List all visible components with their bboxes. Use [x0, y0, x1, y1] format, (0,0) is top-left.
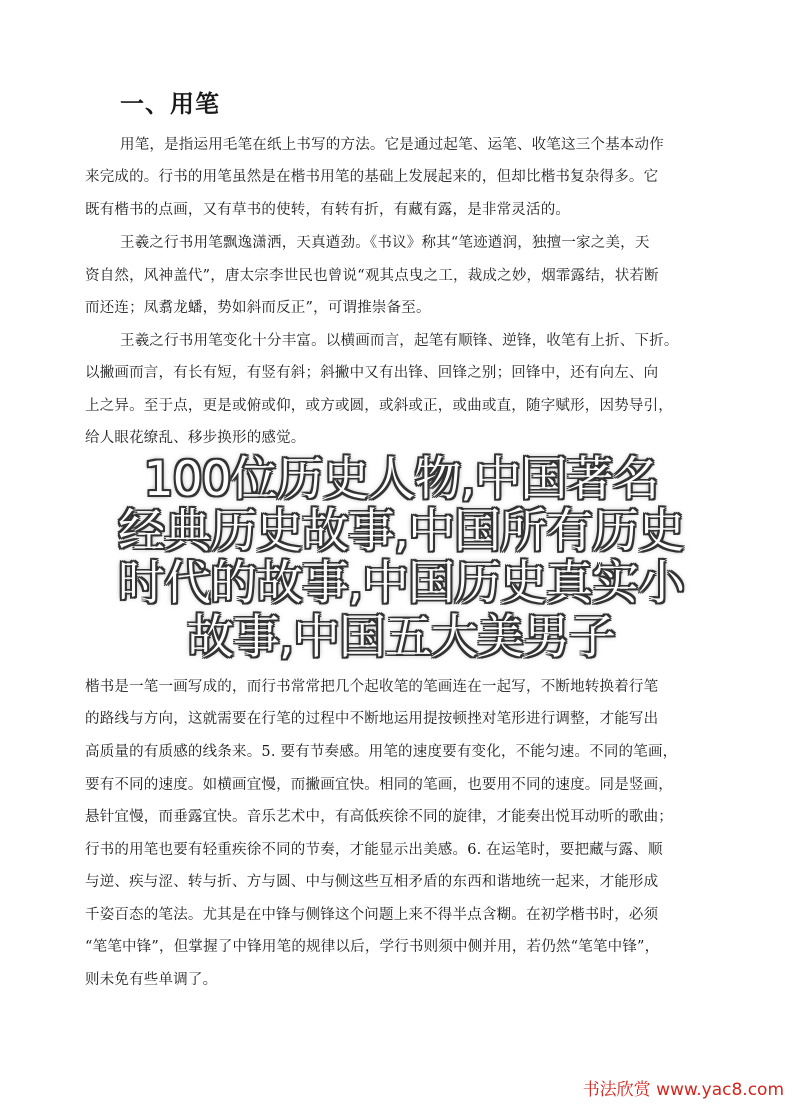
text-line: “笔笔中锋”，但掌握了中锋用笔的规律以后，学行书则须中侧并用，若仍然“笔笔中锋”，	[85, 939, 660, 955]
text-line: 楷书是一笔一画写成的，而行书常常把几个起收笔的笔画连在一起写，不断地转换着行笔	[85, 679, 659, 695]
overlay-title-line: 经典历史故事,中国所有历史	[118, 504, 684, 559]
text-line: 而还连；凤翥龙蟠，势如斜而反正”，可谓推崇备至。	[85, 300, 431, 316]
overlay-title-line: 故事,中国五大美男子	[187, 610, 615, 665]
text-line: 要有不同的速度。如横画宜慢，而撇画宜快。相同的笔画，也要用不同的速度。同是竖画，	[85, 777, 673, 793]
text-line: 王羲之行书用笔飘逸潇洒，天真遒劲。《书议》称其“笔迹遒润，独擅一家之美，天	[120, 235, 650, 251]
text-line: 千姿百态的笔法。尤其是在中锋与侧锋这个问题上来不得半点含糊。在初学楷书时，必须	[85, 907, 659, 923]
text-line: 用笔，是指运用毛笔在纸上书写的方法。它是通过起笔、运笔、收笔这三个基本动作	[120, 137, 664, 153]
text-line: 则未免有些单调了。	[85, 972, 218, 988]
text-line: 上之异。至于点，更是或俯或仰，或方或圆，或斜或正，或曲或直，随字赋形，因势导引，	[85, 398, 673, 414]
site-watermark: 书法欣赏 www.yac8.com	[582, 1080, 784, 1100]
text-line: 来完成的。行书的用笔虽然是在楷书用笔的基础上发展起来的，但却比楷书复杂得多。它	[85, 169, 659, 185]
text-line: 的路线与方向，这就需要在行笔的过程中不断地运用提按顿挫对笔形进行调整，才能写出	[85, 711, 659, 727]
text-line: 行书的用笔也要有轻重疾徐不同的节奏，才能显示出美感。6. 在运笔时，要把藏与露、顺	[85, 842, 663, 858]
text-line: 悬针宜慢，而垂露宜快。音乐艺术中，有高低疾徐不同的旋律，才能奏出悦耳动听的歌曲；	[85, 809, 673, 825]
text-line: 资自然，风神盖代”，唐太宗李世民也曾说“观其点曳之工，裁成之妙，烟霏露结，状若断	[85, 268, 659, 284]
overlay-title-line: 时代的故事,中国历史真实小	[118, 556, 684, 611]
text-line: 以撇画而言，有长有短，有竖有斜；斜撇中又有出锋、回锋之别；回锋中，还有向左、向	[85, 365, 659, 381]
text-line: 既有楷书的点画，又有草书的使转，有转有折，有藏有露，是非常灵活的。	[85, 202, 571, 218]
text-line: 高质量的有质感的线条来。5. 要有节奏感。用笔的速度要有变化，不能匀速。不同的笔画，	[85, 744, 678, 760]
text-line: 王羲之行书用笔变化十分丰富。以横画而言，起笔有顺锋、逆锋，收笔有上折、下折。	[120, 333, 679, 349]
text-line: 给人眼花缭乱、移步换形的感觉。	[85, 430, 306, 446]
section-heading: 一、用笔	[120, 90, 220, 118]
text-line: 与逆、疾与涩、转与折、方与圆、中与侧这些互相矛盾的东西和谐地统一起来，才能形成	[85, 874, 659, 890]
overlay-title-line: 100位历史人物,中国著名	[143, 452, 659, 507]
